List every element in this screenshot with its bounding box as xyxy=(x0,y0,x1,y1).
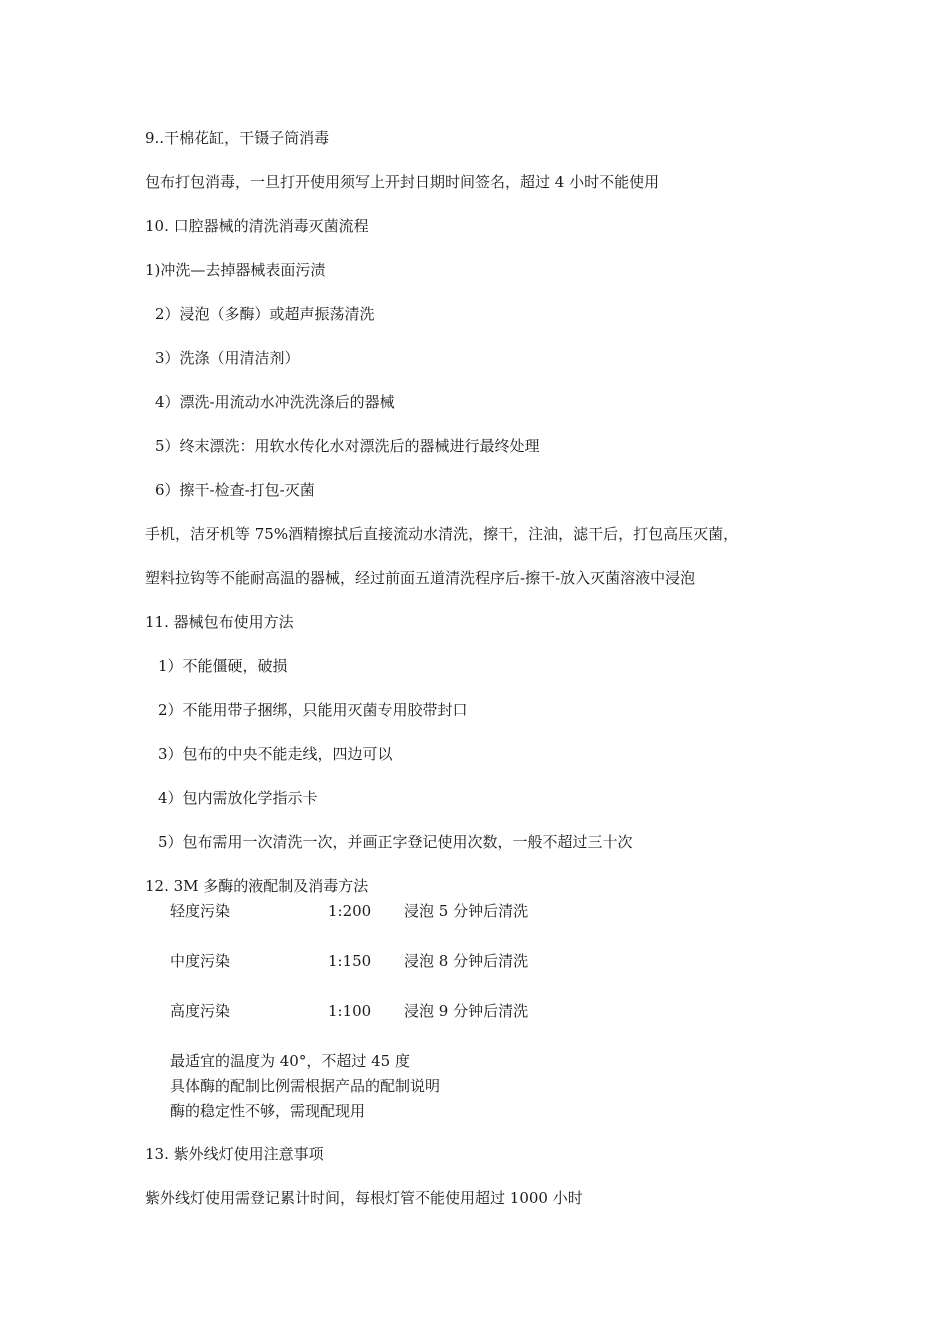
item-9-text: 包布打包消毒，一旦打开使用须写上开封日期时间签名，超过 4 小时不能使用 xyxy=(145,173,660,191)
enzyme-note-3: 酶的稳定性不够，需现配现用 xyxy=(170,1102,366,1120)
wrap-rule-3: 3）包布的中央不能走线，四边可以 xyxy=(158,745,393,763)
enzyme-note-1: 最适宜的温度为 40°，不超过 45 度 xyxy=(170,1052,410,1070)
contamination-level: 高度污染 xyxy=(170,1002,231,1020)
soak-method: 浸泡 5 分钟后清洗 xyxy=(404,902,529,920)
uv-lamp-note: 紫外线灯使用需登记累计时间，每根灯管不能使用超过 1000 小时 xyxy=(145,1189,583,1207)
step-6: 6）擦干-检查-打包-灭菌 xyxy=(155,481,315,499)
step-2: 2）浸泡（多酶）或超声振荡清洗 xyxy=(155,305,375,323)
wrap-rule-5: 5）包布需用一次清洗一次，并画正字登记使用次数，一般不超过三十次 xyxy=(158,833,633,851)
contamination-level: 中度污染 xyxy=(170,952,231,970)
item-13-heading: 13. 紫外线灯使用注意事项 xyxy=(145,1145,324,1163)
handpiece-note: 手机，洁牙机等 75%酒精擦拭后直接流动水清洗，擦干，注油，滤干后，打包高压灭菌， xyxy=(145,525,739,543)
dilution-ratio: 1:200 xyxy=(328,902,372,920)
step-5: 5）终末漂洗：用软水传化水对漂洗后的器械进行最终处理 xyxy=(155,437,540,455)
contamination-level: 轻度污染 xyxy=(170,902,231,920)
soak-method: 浸泡 9 分钟后清洗 xyxy=(404,1002,529,1020)
wrap-rule-4: 4）包内需放化学指示卡 xyxy=(158,789,318,807)
item-12-heading: 12. 3M 多酶的液配制及消毒方法 xyxy=(145,877,369,895)
dilution-ratio: 1:150 xyxy=(328,952,372,970)
wrap-rule-2: 2）不能用带子捆绑，只能用灭菌专用胶带封口 xyxy=(158,701,468,719)
item-9-heading: 9..干棉花缸，干镊子筒消毒 xyxy=(145,129,330,147)
step-3: 3）洗涤（用清洁剂） xyxy=(155,349,300,367)
step-4: 4）漂洗-用流动水冲洗洗涤后的器械 xyxy=(155,393,395,411)
dilution-ratio: 1:100 xyxy=(328,1002,372,1020)
enzyme-note-2: 具体酶的配制比例需根据产品的配制说明 xyxy=(170,1077,441,1095)
plastic-note: 塑料拉钩等不能耐高温的器械，经过前面五道清洗程序后-擦干-放入灭菌溶液中浸泡 xyxy=(145,569,696,587)
soak-method: 浸泡 8 分钟后清洗 xyxy=(404,952,529,970)
item-11-heading: 11. 器械包布使用方法 xyxy=(145,613,294,631)
item-10-heading: 10. 口腔器械的清洗消毒灭菌流程 xyxy=(145,217,369,235)
step-1: 1)冲洗—去掉器械表面污渍 xyxy=(145,261,326,279)
wrap-rule-1: 1）不能僵硬，破损 xyxy=(158,657,288,675)
